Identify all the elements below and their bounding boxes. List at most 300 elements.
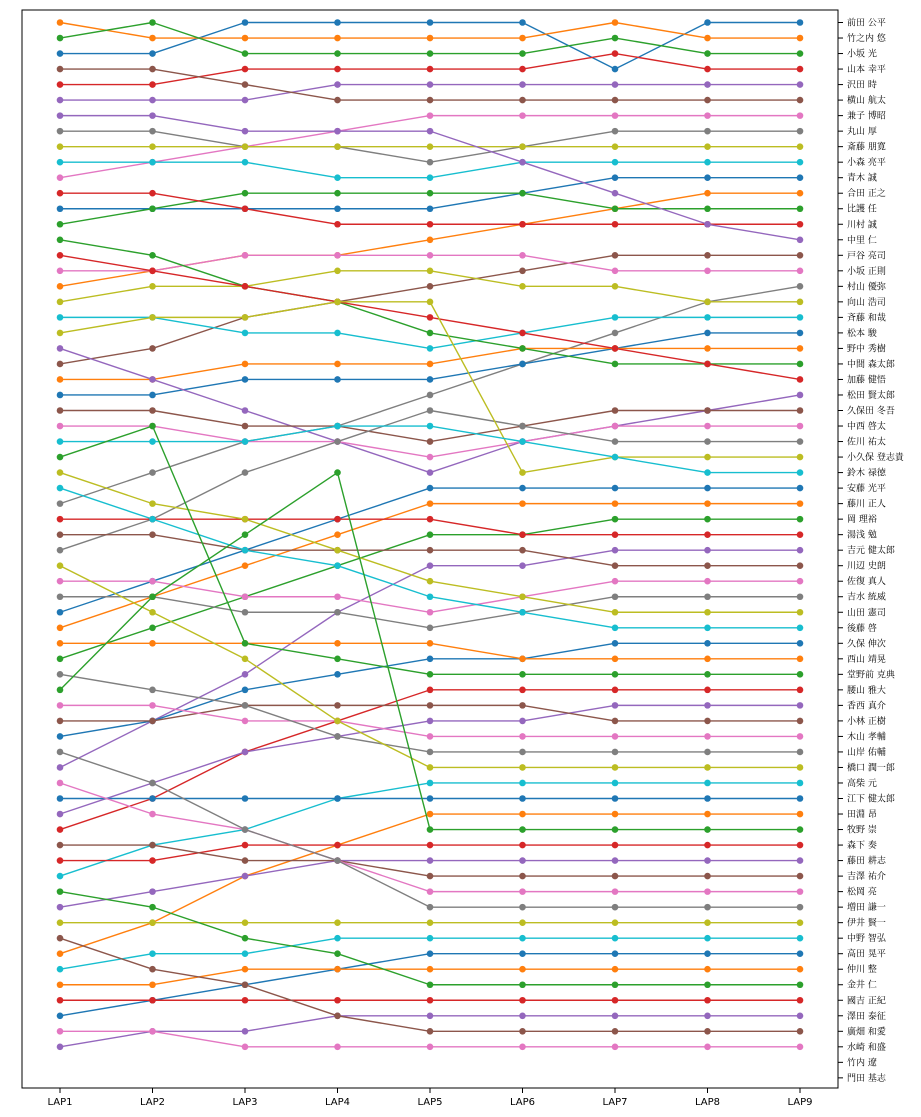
lap-marker bbox=[612, 624, 619, 631]
lap-marker bbox=[242, 376, 249, 383]
lap-marker bbox=[519, 81, 526, 88]
lap-marker bbox=[427, 19, 434, 26]
lap-marker bbox=[334, 609, 341, 616]
lap-marker bbox=[612, 609, 619, 616]
lap-marker bbox=[612, 950, 619, 957]
lap-marker bbox=[57, 97, 64, 104]
lap-marker bbox=[797, 252, 804, 259]
lap-marker bbox=[57, 547, 64, 554]
lap-marker bbox=[612, 205, 619, 212]
lap-marker bbox=[427, 857, 434, 864]
lap-marker bbox=[57, 314, 64, 321]
lap-marker bbox=[704, 826, 711, 833]
lap-marker bbox=[242, 702, 249, 709]
lap-marker bbox=[242, 97, 249, 104]
lap-marker bbox=[334, 656, 341, 663]
lap-marker bbox=[149, 469, 156, 476]
lap-marker bbox=[427, 407, 434, 414]
lap-marker bbox=[519, 857, 526, 864]
runner-label: 斉藤 和哉 bbox=[847, 313, 886, 324]
lap-marker bbox=[334, 97, 341, 104]
lap-marker bbox=[797, 888, 804, 895]
lap-marker bbox=[427, 578, 434, 585]
lap-marker bbox=[704, 888, 711, 895]
lap-marker bbox=[797, 35, 804, 42]
lap-marker bbox=[519, 656, 526, 663]
runner-label: 竹之内 悠 bbox=[847, 34, 886, 45]
lap-marker bbox=[704, 671, 711, 678]
lap-marker bbox=[57, 609, 64, 616]
lap-marker bbox=[242, 842, 249, 849]
runner-label: 後藤 啓 bbox=[847, 623, 877, 634]
runner-label: 腰山 雅大 bbox=[847, 685, 886, 696]
lap-marker bbox=[334, 66, 341, 73]
lap-marker bbox=[427, 299, 434, 306]
lap-marker bbox=[242, 19, 249, 26]
lap-marker bbox=[57, 81, 64, 88]
lap-marker bbox=[519, 1028, 526, 1035]
lap-marker bbox=[427, 562, 434, 569]
lap-marker bbox=[612, 1044, 619, 1051]
series-path bbox=[60, 302, 800, 473]
lap-marker bbox=[797, 128, 804, 135]
lap-marker bbox=[57, 718, 64, 725]
lap-marker bbox=[57, 842, 64, 849]
runner-label: 高柴 元 bbox=[847, 778, 877, 789]
lap-marker bbox=[57, 826, 64, 833]
lap-marker bbox=[797, 624, 804, 631]
lap-marker bbox=[797, 656, 804, 663]
runner-label: 藤田 耕志 bbox=[847, 856, 886, 867]
lap-marker bbox=[519, 764, 526, 771]
lap-marker bbox=[242, 997, 249, 1004]
lap-marker bbox=[797, 143, 804, 150]
lap-marker bbox=[57, 981, 64, 988]
lap-marker bbox=[57, 392, 64, 399]
lap-marker bbox=[57, 205, 64, 212]
lap-marker bbox=[612, 81, 619, 88]
lap-marker bbox=[612, 842, 619, 849]
lap-marker bbox=[797, 718, 804, 725]
lap-marker bbox=[704, 299, 711, 306]
lap-marker bbox=[519, 423, 526, 430]
lap-marker bbox=[704, 454, 711, 461]
lap-marker bbox=[57, 159, 64, 166]
lap-marker bbox=[242, 283, 249, 290]
lap-marker bbox=[519, 562, 526, 569]
lap-marker bbox=[612, 795, 619, 802]
lap-marker bbox=[519, 330, 526, 337]
lap-marker bbox=[519, 826, 526, 833]
runner-label: 水崎 和盛 bbox=[847, 1042, 886, 1053]
lap-marker bbox=[519, 981, 526, 988]
runner-label: 岡 理裕 bbox=[847, 515, 877, 526]
runner-label: 山本 幸平 bbox=[847, 65, 886, 76]
lap-marker bbox=[242, 361, 249, 368]
lap-marker bbox=[427, 112, 434, 119]
runner-label: 木山 孝輔 bbox=[847, 732, 886, 743]
lap-marker bbox=[242, 190, 249, 197]
lap-marker bbox=[149, 81, 156, 88]
lap-marker bbox=[242, 966, 249, 973]
lap-marker bbox=[57, 562, 64, 569]
runner-label: 久保田 冬吾 bbox=[847, 406, 895, 417]
lap-marker bbox=[519, 438, 526, 445]
lap-marker bbox=[57, 687, 64, 694]
lap-marker bbox=[149, 702, 156, 709]
lap-marker bbox=[519, 283, 526, 290]
lap-marker bbox=[334, 593, 341, 600]
lap-marker bbox=[427, 842, 434, 849]
lap-marker bbox=[612, 1028, 619, 1035]
lap-marker bbox=[704, 500, 711, 507]
lap-marker bbox=[149, 19, 156, 26]
lap-marker bbox=[242, 469, 249, 476]
lap-marker bbox=[57, 19, 64, 26]
lap-marker bbox=[519, 1044, 526, 1051]
lap-marker bbox=[242, 143, 249, 150]
lap-marker bbox=[797, 609, 804, 616]
lap-marker bbox=[612, 423, 619, 430]
lap-marker bbox=[149, 143, 156, 150]
lap-marker bbox=[612, 454, 619, 461]
lap-marker bbox=[149, 780, 156, 787]
lap-marker bbox=[612, 919, 619, 926]
lap-marker bbox=[427, 376, 434, 383]
lap-marker bbox=[797, 935, 804, 942]
lap-marker bbox=[519, 531, 526, 538]
lap-marker bbox=[612, 516, 619, 523]
lap-marker bbox=[612, 702, 619, 709]
lap-marker bbox=[242, 873, 249, 880]
lap-marker bbox=[149, 392, 156, 399]
lap-marker bbox=[427, 547, 434, 554]
lap-marker bbox=[242, 1044, 249, 1051]
lap-marker bbox=[149, 66, 156, 73]
runner-label: 吉水 統威 bbox=[847, 592, 886, 603]
runner-label: 丸山 厚 bbox=[847, 127, 877, 138]
lap-marker bbox=[427, 66, 434, 73]
lap-marker bbox=[519, 919, 526, 926]
lap-marker bbox=[242, 656, 249, 663]
lap-marker bbox=[797, 66, 804, 73]
lap-marker bbox=[334, 702, 341, 709]
lap-marker bbox=[334, 205, 341, 212]
lap-marker bbox=[149, 314, 156, 321]
lap-marker bbox=[519, 361, 526, 368]
lap-marker bbox=[149, 1028, 156, 1035]
lap-marker bbox=[242, 593, 249, 600]
lap-marker bbox=[797, 81, 804, 88]
lap-marker bbox=[612, 547, 619, 554]
lap-marker bbox=[149, 904, 156, 911]
runner-label: 横山 航太 bbox=[847, 96, 886, 107]
lap-marker bbox=[57, 919, 64, 926]
lap-marker bbox=[612, 997, 619, 1004]
lap-marker bbox=[334, 268, 341, 275]
lap-marker bbox=[704, 624, 711, 631]
lap-marker bbox=[519, 749, 526, 756]
runner-label: 小森 亮平 bbox=[847, 158, 886, 169]
lap-marker bbox=[57, 190, 64, 197]
lap-marker bbox=[57, 376, 64, 383]
runner-label: 佐川 祐太 bbox=[847, 437, 886, 448]
runner-label: 高田 晃平 bbox=[847, 949, 886, 960]
lap-marker bbox=[797, 1028, 804, 1035]
lap-marker bbox=[427, 454, 434, 461]
x-tick-label: LAP4 bbox=[324, 1097, 351, 1108]
lap-marker bbox=[704, 531, 711, 538]
lap-marker bbox=[519, 112, 526, 119]
x-tick-label: LAP6 bbox=[509, 1097, 536, 1108]
lap-marker bbox=[704, 547, 711, 554]
lap-marker bbox=[519, 221, 526, 228]
lap-marker bbox=[149, 112, 156, 119]
lap-marker bbox=[797, 1012, 804, 1019]
lap-marker bbox=[797, 485, 804, 492]
lap-marker bbox=[149, 624, 156, 631]
lap-marker bbox=[704, 593, 711, 600]
runner-label: 合田 正之 bbox=[847, 189, 886, 200]
lap-marker bbox=[704, 485, 711, 492]
runner-label: 中野 智弘 bbox=[847, 934, 886, 945]
lap-marker bbox=[242, 718, 249, 725]
lap-marker bbox=[242, 562, 249, 569]
lap-marker bbox=[57, 221, 64, 228]
lap-marker bbox=[242, 609, 249, 616]
lap-marker bbox=[704, 966, 711, 973]
lap-marker bbox=[427, 516, 434, 523]
lap-marker bbox=[149, 376, 156, 383]
lap-marker bbox=[612, 361, 619, 368]
lap-marker bbox=[519, 593, 526, 600]
lap-marker bbox=[797, 454, 804, 461]
lap-marker bbox=[797, 376, 804, 383]
lap-marker bbox=[427, 174, 434, 181]
lap-marker bbox=[797, 981, 804, 988]
runner-label: 加藤 健悟 bbox=[847, 375, 886, 386]
lap-marker bbox=[427, 236, 434, 243]
lap-marker bbox=[242, 935, 249, 942]
runner-label: 久保 伸次 bbox=[847, 639, 886, 650]
lap-marker bbox=[797, 904, 804, 911]
lap-marker bbox=[704, 361, 711, 368]
series-line bbox=[57, 469, 804, 833]
lap-marker bbox=[57, 283, 64, 290]
lap-marker bbox=[519, 733, 526, 740]
lap-marker bbox=[519, 252, 526, 259]
lap-marker bbox=[704, 314, 711, 321]
lap-marker bbox=[334, 376, 341, 383]
lap-marker bbox=[57, 50, 64, 57]
runner-label: 小久保 登志貴 bbox=[847, 453, 904, 464]
lap-marker bbox=[149, 795, 156, 802]
lap-marker bbox=[612, 640, 619, 647]
lap-marker bbox=[427, 888, 434, 895]
lap-marker bbox=[57, 733, 64, 740]
lap-marker bbox=[704, 81, 711, 88]
lap-marker bbox=[612, 888, 619, 895]
runner-label: 沢田 時 bbox=[847, 80, 877, 91]
lap-marker bbox=[612, 780, 619, 787]
lap-marker bbox=[612, 1012, 619, 1019]
series-path bbox=[60, 23, 800, 70]
lap-marker bbox=[704, 35, 711, 42]
lap-marker bbox=[704, 438, 711, 445]
lap-marker bbox=[612, 593, 619, 600]
lap-marker bbox=[242, 919, 249, 926]
lap-marker bbox=[57, 888, 64, 895]
lap-marker bbox=[57, 174, 64, 181]
series-line bbox=[57, 795, 804, 802]
lap-marker bbox=[612, 718, 619, 725]
lap-marker bbox=[57, 438, 64, 445]
lap-marker bbox=[797, 733, 804, 740]
lap-marker bbox=[57, 640, 64, 647]
runner-label: 橋口 潤一郎 bbox=[847, 763, 895, 774]
lap-marker bbox=[242, 423, 249, 430]
lap-marker bbox=[612, 128, 619, 135]
lap-marker bbox=[242, 795, 249, 802]
lap-marker bbox=[242, 640, 249, 647]
lap-marker bbox=[519, 469, 526, 476]
lap-marker bbox=[242, 50, 249, 57]
lap-marker bbox=[57, 112, 64, 119]
lap-marker bbox=[57, 361, 64, 368]
lap-marker bbox=[334, 143, 341, 150]
runner-label: 中西 啓太 bbox=[847, 422, 886, 433]
lap-marker bbox=[149, 842, 156, 849]
lap-marker bbox=[612, 733, 619, 740]
series-line bbox=[57, 190, 804, 290]
lap-marker bbox=[57, 966, 64, 973]
lap-marker bbox=[797, 190, 804, 197]
lap-marker bbox=[334, 35, 341, 42]
runner-label: 森下 奏 bbox=[847, 841, 877, 852]
lap-marker bbox=[427, 811, 434, 818]
lap-marker bbox=[704, 345, 711, 352]
lap-marker bbox=[519, 935, 526, 942]
lap-marker bbox=[704, 159, 711, 166]
lap-marker bbox=[57, 780, 64, 787]
lap-marker bbox=[797, 221, 804, 228]
lap-marker bbox=[427, 330, 434, 337]
lap-marker bbox=[242, 407, 249, 414]
lap-marker bbox=[519, 950, 526, 957]
lap-marker bbox=[797, 562, 804, 569]
lap-marker bbox=[242, 252, 249, 259]
lap-marker bbox=[797, 593, 804, 600]
lap-marker bbox=[57, 624, 64, 631]
lap-marker bbox=[612, 50, 619, 57]
runner-label: 竹内 遼 bbox=[847, 1058, 877, 1069]
lap-marker bbox=[704, 997, 711, 1004]
lap-marker bbox=[427, 997, 434, 1004]
runner-label: 中里 仁 bbox=[847, 235, 877, 246]
lap-marker bbox=[149, 997, 156, 1004]
lap-marker bbox=[334, 562, 341, 569]
lap-marker bbox=[427, 190, 434, 197]
lap-marker bbox=[149, 97, 156, 104]
lap-marker bbox=[57, 407, 64, 414]
lap-marker bbox=[797, 811, 804, 818]
lap-marker bbox=[427, 687, 434, 694]
runner-label: 廣畑 和愛 bbox=[847, 1027, 886, 1038]
lap-marker bbox=[797, 749, 804, 756]
lap-marker bbox=[334, 1044, 341, 1051]
lap-marker bbox=[797, 392, 804, 399]
lap-marker bbox=[612, 656, 619, 663]
lap-marker bbox=[704, 935, 711, 942]
lap-marker bbox=[704, 609, 711, 616]
lap-marker bbox=[612, 159, 619, 166]
lap-marker bbox=[149, 981, 156, 988]
lap-marker bbox=[242, 159, 249, 166]
lap-marker bbox=[612, 283, 619, 290]
lap-marker bbox=[334, 423, 341, 430]
lap-marker bbox=[797, 330, 804, 337]
lap-marker bbox=[57, 330, 64, 337]
lap-marker bbox=[704, 749, 711, 756]
lap-marker bbox=[334, 438, 341, 445]
lap-marker bbox=[427, 485, 434, 492]
lap-marker bbox=[427, 221, 434, 228]
lap-marker bbox=[427, 392, 434, 399]
lap-marker bbox=[704, 205, 711, 212]
lap-marker bbox=[242, 547, 249, 554]
lap-marker bbox=[704, 174, 711, 181]
lap-marker bbox=[427, 826, 434, 833]
runner-label: 向山 浩司 bbox=[847, 297, 886, 308]
runner-label: 江下 健太郎 bbox=[847, 794, 895, 805]
lap-marker bbox=[149, 687, 156, 694]
lap-marker bbox=[149, 252, 156, 259]
runner-label: 澤田 泰征 bbox=[847, 1011, 886, 1022]
runner-label: 小坂 光 bbox=[847, 49, 877, 60]
lap-marker bbox=[242, 205, 249, 212]
lap-marker bbox=[57, 252, 64, 259]
lap-marker bbox=[519, 50, 526, 57]
lap-marker bbox=[519, 35, 526, 42]
lap-marker bbox=[427, 50, 434, 57]
lap-marker bbox=[427, 128, 434, 135]
lap-marker bbox=[612, 485, 619, 492]
lap-marker bbox=[797, 795, 804, 802]
lap-marker bbox=[57, 950, 64, 957]
lap-marker bbox=[612, 252, 619, 259]
lap-marker bbox=[57, 935, 64, 942]
lap-marker bbox=[427, 205, 434, 212]
lap-marker bbox=[427, 702, 434, 709]
lap-marker bbox=[242, 81, 249, 88]
lap-marker bbox=[57, 299, 64, 306]
series-path bbox=[60, 674, 800, 752]
runner-label: 小林 正樹 bbox=[847, 716, 886, 727]
lap-marker bbox=[519, 609, 526, 616]
lap-marker bbox=[57, 593, 64, 600]
lap-marker bbox=[149, 919, 156, 926]
lap-marker bbox=[242, 826, 249, 833]
lap-marker bbox=[704, 407, 711, 414]
lap-marker bbox=[797, 780, 804, 787]
lap-marker bbox=[704, 795, 711, 802]
lap-marker bbox=[612, 764, 619, 771]
lap-marker bbox=[704, 469, 711, 476]
runner-label: 佐復 真人 bbox=[847, 577, 886, 588]
lap-marker bbox=[797, 919, 804, 926]
lap-marker bbox=[704, 1044, 711, 1051]
lap-marker bbox=[149, 516, 156, 523]
